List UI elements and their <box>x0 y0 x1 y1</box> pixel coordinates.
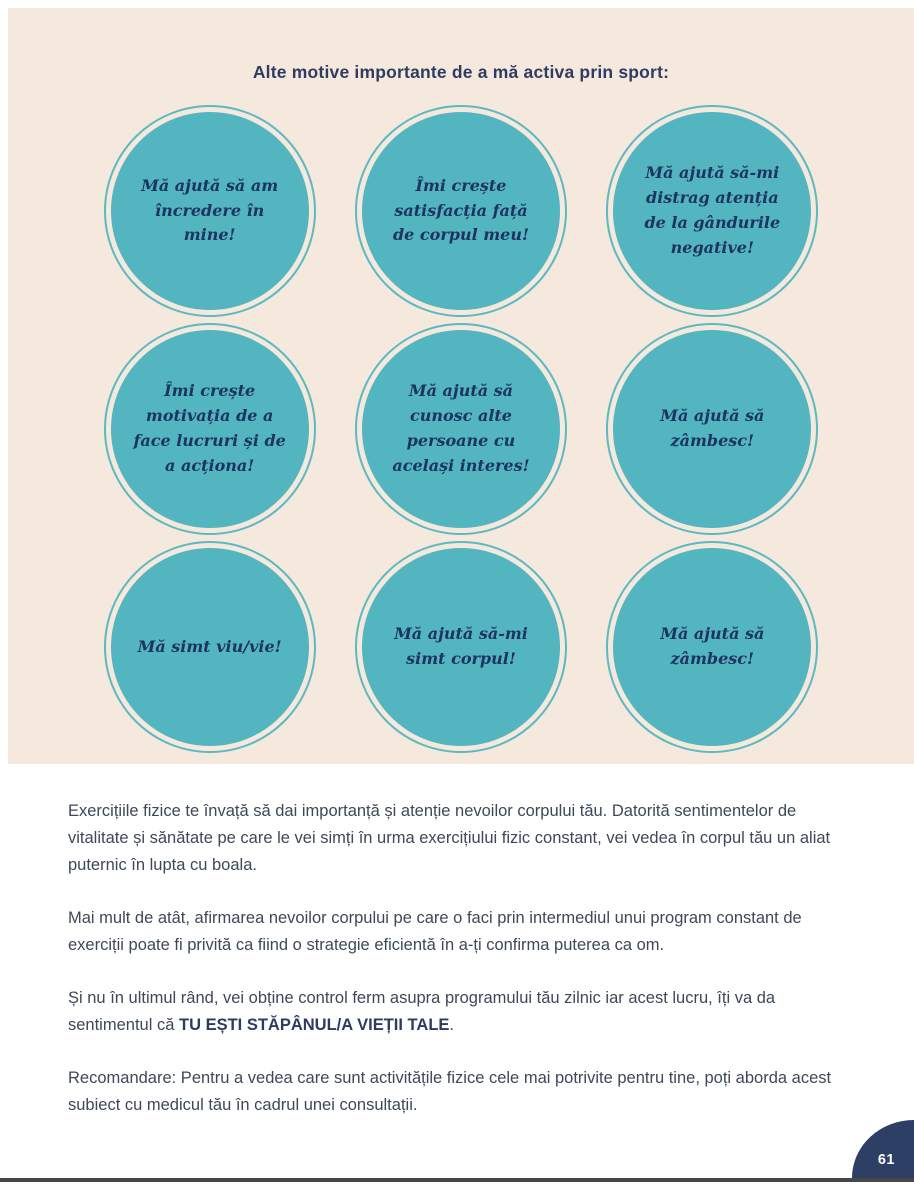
panel-title: Alte motive importante de a mă activa prin sport: <box>252 62 670 82</box>
motive-circle <box>606 541 818 753</box>
motive-label: Mă ajută să-mi simt corpul! <box>394 624 528 668</box>
motive-bubble <box>111 112 309 310</box>
motive-bubble <box>613 112 811 310</box>
motive-bubble <box>613 548 811 746</box>
motive-circle <box>104 541 316 753</box>
paragraph-body-needs: Mai mult de atât, afirmarea nevoilor corpului pe care o faci prin intermediul unui program constant de exerciții poate fi privită ca fiind o strategie eficientă în a-ți confirma puterea ca om. <box>68 909 802 955</box>
motive-label: Mă ajută să zâmbesc! <box>660 406 765 450</box>
motive-label: Mă simt viu/vie! <box>137 636 282 656</box>
motive-label: Mă ajută să zâmbesc! <box>660 624 765 668</box>
motive-label: Mă ajută să cunosc alte persoane cu același interes! <box>392 381 530 475</box>
motive-circle <box>355 323 567 535</box>
motive-bubble <box>111 330 309 528</box>
motive-label: Îmi crește motivația de a face lucruri și de a acționa! <box>133 381 286 475</box>
motive-circle <box>104 105 316 317</box>
paragraph-exercise-benefits: Exercițiile fizice te învață să dai importanță și atenție nevoilor corpului tău. Datorită sentimentelor de vitalitate și sănătate pe care le vei simți în urma exercițiului fizic constant, vei vedea în corpul tău un aliat puternic în lupta cu boala. <box>68 802 831 875</box>
motive-bubble <box>362 548 560 746</box>
paragraph-control-period: . <box>449 1016 454 1035</box>
motive-circle-grid <box>99 105 823 753</box>
motive-bubble <box>111 548 309 746</box>
motive-circle <box>104 323 316 535</box>
paragraph-recommendation: Recomandare: Pentru a vedea care sunt activitățile fizice cele mai potrivite pentru tine, poți aborda acest subiect cu medicul tău în cadrul unei consultații. <box>68 1069 832 1115</box>
bottom-divider <box>0 1178 914 1182</box>
page-number: 61 <box>877 1152 895 1168</box>
motive-bubble <box>362 330 560 528</box>
motive-circle <box>606 105 818 317</box>
paragraph-control <box>68 985 846 1039</box>
motive-bubble <box>613 330 811 528</box>
motives-panel <box>8 8 914 764</box>
motive-circle <box>355 541 567 753</box>
motive-label: Îmi crește satisfacția față de corpul meu! <box>392 175 529 245</box>
motive-bubble <box>362 112 560 310</box>
motive-circle <box>355 105 567 317</box>
paragraph-control-text: Și nu în ultimul rând, vei obține control ferm asupra programului tău zilnic iar acest lucru, îți va da sentimentul că <box>68 989 776 1035</box>
motive-circle <box>606 323 818 535</box>
motive-label: Mă ajută să-mi distrag atenția de la gândurile negative! <box>644 163 781 257</box>
paragraph-control-emphasis: TU EȘTI STĂPÂNUL/A VIEȚII TALE <box>178 1016 450 1035</box>
motive-label: Mă ajută să am încredere în mine! <box>141 175 279 245</box>
body-text-section <box>0 764 914 1145</box>
